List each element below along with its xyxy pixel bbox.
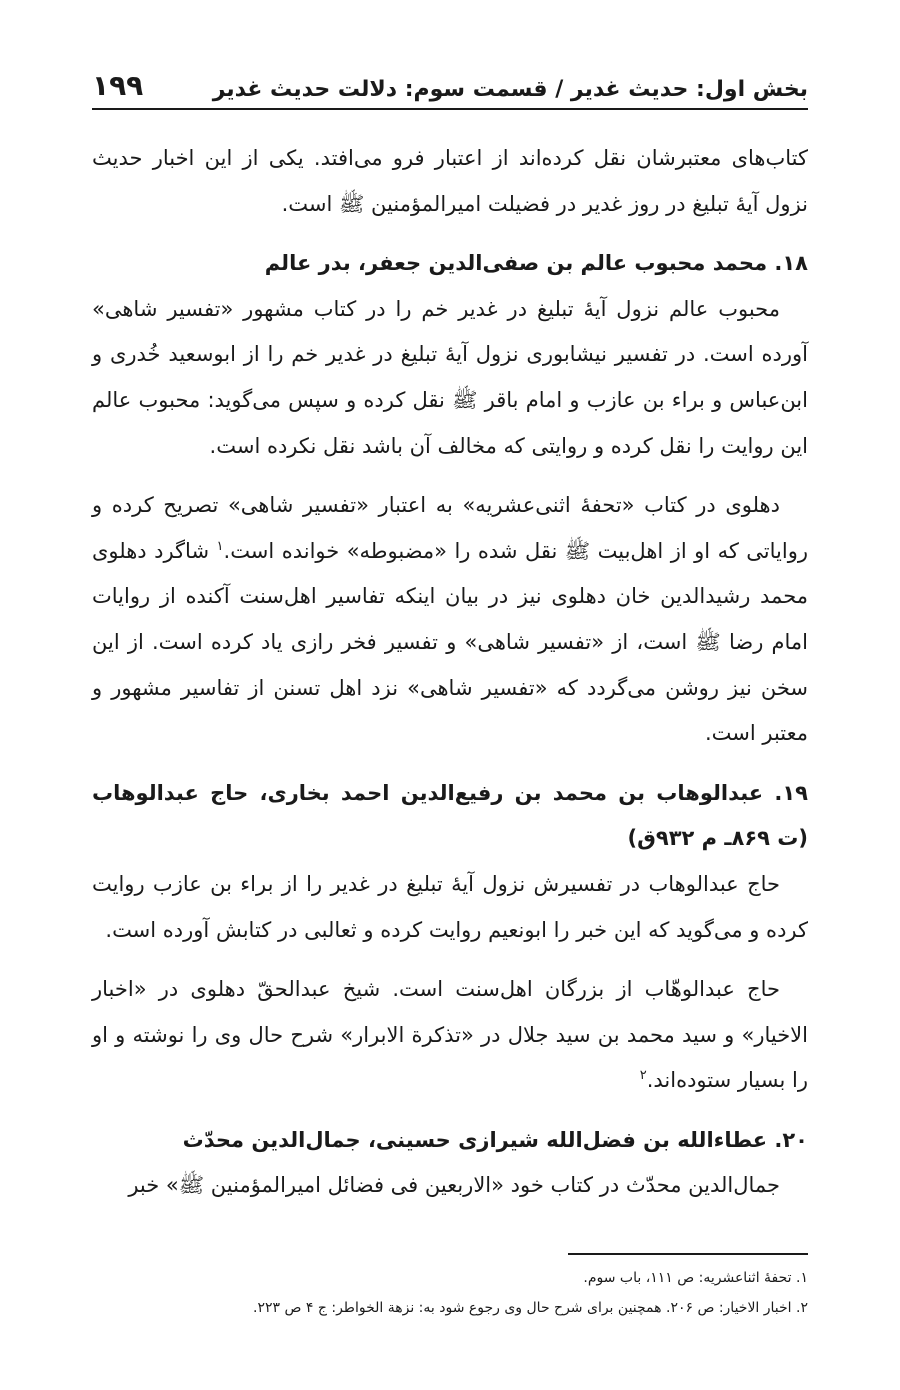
paragraph-dehlavi	[92, 483, 808, 757]
page-number: ۱۹۹	[92, 69, 144, 102]
section-heading-18: ۱۸. محمد محبوب عالم بن صفی‌الدین جعفر، بدر عالم	[264, 251, 808, 276]
running-title: بخش اول: حدیث غدیر / قسمت سوم: دلالت حدیث غدیر	[212, 77, 808, 102]
footnotes	[92, 1263, 808, 1323]
paragraph-dehlavi-part-1: دهلوی در کتاب «تحفهٔ اثنی‌عشریه» به اعتبار «تفسیر شاهی» تصریح کرده و روایاتی که او از اهل‌بیت ﷺ نقل شده را «مضبوطه» خوانده است.	[92, 493, 808, 563]
section-heading-20: ۲۰. عطاءالله بن فضل‌الله شیرازی حسینی، جمال‌الدین محدّث	[182, 1127, 808, 1152]
paragraph-dehlavi-part-2: شاگرد دهلوی محمد رشیدالدین خان دهلوی نیز در بیان اینکه تفاسیر اهل‌سنت آکنده از روایات امام رضا ﷺ است، از «تفسیر شاهی» و تفسیر فخر رازی یاد کرده است. از این سخن نیز روشن می‌گردد که «تفسیر شاهی» نزد اهل تسنن از تفاسیر مشهور و معتبر است.	[92, 538, 808, 746]
page-body	[92, 136, 808, 1209]
footnote-2: ۲. اخبار الاخیار: ص ۲۰۶. همچنین برای شرح حال وی رجوع شود به: نزهة الخواطر: ج ۴ ص ۲۲۳.	[253, 1300, 808, 1317]
footnote-divider	[568, 1253, 808, 1255]
footnote-1: ۱. تحفهٔ اثناعشریه: ص ۱۱۱، باب سوم.	[583, 1270, 808, 1287]
section-heading-19: ۱۹. عبدالوهاب بن محمد بن رفیع‌الدین احمد بخاری، حاج عبدالوهاب (ت ۸۶۹ـ م ۹۳۲ق)	[92, 780, 808, 851]
paragraph-abdolvahab-bio	[92, 967, 808, 1104]
paragraph-continuation: کتاب‌های معتبرشان نقل کرده‌اند از اعتبار فرو می‌افتد. یکی از این اخبار حدیث نزول آیهٔ تبلیغ در روز غدیر در فضیلت امیرالمؤمنین ﷺ است.	[92, 146, 808, 216]
page-header	[92, 60, 808, 110]
footnote-ref-1: ۱	[216, 538, 224, 554]
footnote-ref-2: ۲	[639, 1068, 647, 1084]
paragraph-jamaloddin: جمال‌الدین محدّث در کتاب خود «الاربعین فی فضائل امیرالمؤمنین ﷺ» خبر	[128, 1173, 780, 1198]
paragraph-mahboob-alam: محبوب عالم نزول آیهٔ تبلیغ در غدیر خم را در کتاب مشهور «تفسیر شاهی» آورده است. در تفسیر نیشابوری نزول آیهٔ تبلیغ در غدیر خم را از ابوسعید خُدری و ابن‌عباس و براء بن عازب و امام باقر ﷺ نقل کرده و سپس می‌گوید: محبوب عالم این روایت را نقل کرده و روایتی که مخالف آن باشد نقل نکرده است.	[92, 296, 808, 458]
book-page	[92, 60, 808, 1323]
paragraph-abdolvahab-tafsir: حاج عبدالوهاب در تفسیرش نزول آیهٔ تبلیغ در غدیر را از براء بن عازب روایت کرده و می‌گوید که این خبر را ابونعیم روایت کرده و ثعالبی در کتابش آورده است.	[92, 871, 808, 942]
paragraph-abdolvahab-bio-text: حاج عبدالوهّاب از بزرگان اهل‌سنت است. شیخ عبدالحقّ دهلوی در «اخبار الاخیار» و سید محمد بن سید جلال در «تذکرة الابرار» شرح حال وی را نوشته و او را بسیار ستوده‌اند.	[92, 977, 808, 1093]
